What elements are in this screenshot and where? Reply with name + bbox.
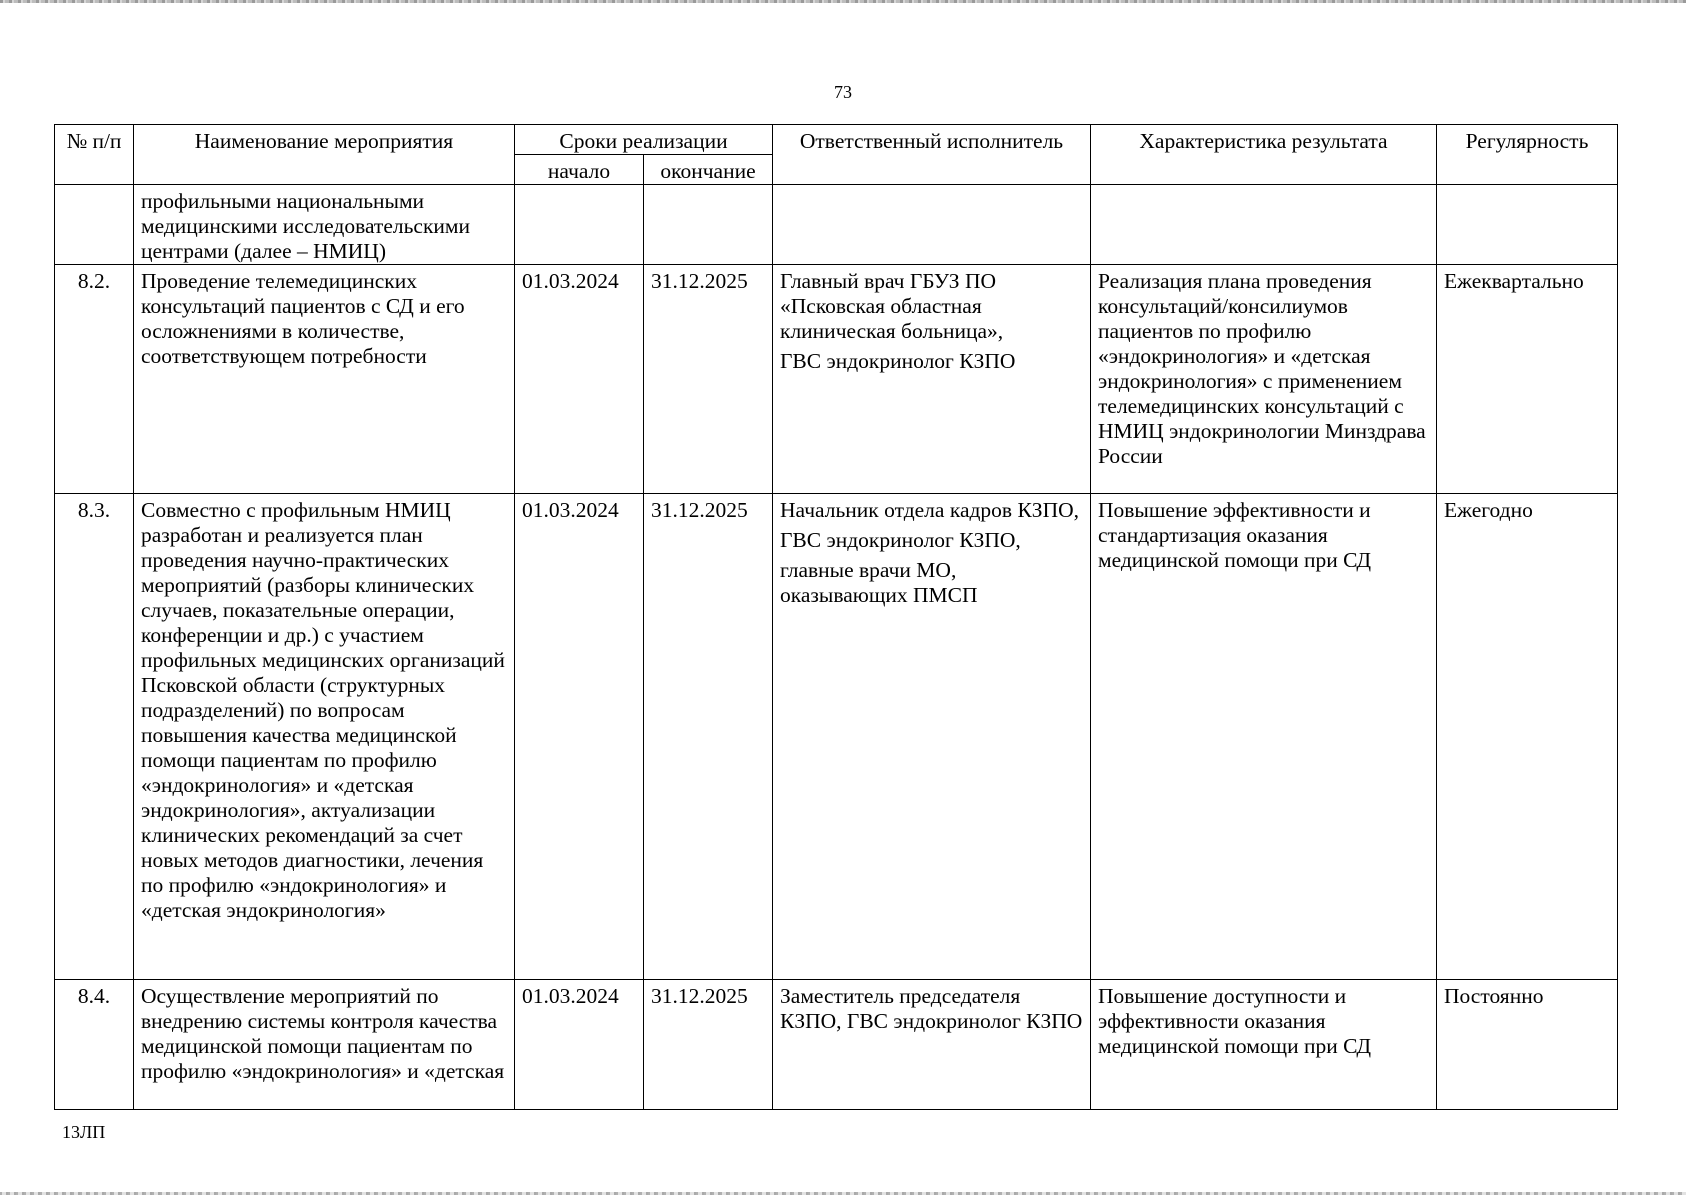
scan-edge-top: [0, 0, 1686, 3]
row-start: 01.03.2024: [515, 494, 644, 980]
row-start: 01.03.2024: [515, 980, 644, 1110]
row-responsible: [773, 980, 1091, 1110]
table-row: [55, 265, 1618, 494]
row-result: Повышение эффективности и стандартизация оказания медицинской помощи при СД: [1091, 494, 1437, 980]
header-start: начало: [515, 155, 644, 185]
row-name: Совместно с профильным НМИЦ разработан и реализуется план проведения научно-практических мероприятий (разборы клинических случаев, показательные операции, конференции и др.) с участием профильных медицинских организаций Псковской области (структурных подразделений) по вопросам повышения качества медицинской помощи пациентам по профилю «эндокринология» и «детская эндокринология», актуализации клинических рекомендаций за счет новых методов диагностики, лечения по профилю «эндокринология» и «детская эндокринология»: [134, 494, 515, 980]
responsible-line: ГВС эндокринолог КЗПО,: [780, 528, 1021, 552]
scan-edge-bottom: [0, 1192, 1686, 1195]
row-responsible: [773, 185, 1091, 265]
responsible-line: главные врачи МО, оказывающих ПМСП: [780, 558, 978, 607]
responsible-line: ГВС эндокринолог КЗПО: [780, 349, 1016, 373]
header-result: Характеристика результата: [1091, 125, 1437, 185]
row-num: 8.4.: [55, 980, 134, 1110]
page-number: 73: [834, 82, 852, 102]
plan-table: [54, 124, 1618, 1110]
row-result: Реализация плана проведения консультаций/консилиумов пациентов по профилю «эндокринология» и «детская эндокринология» с применением телемедицинских консультаций с НМИЦ эндокринологии Минздрава России: [1091, 265, 1437, 494]
row-end: 31.12.2025: [644, 494, 773, 980]
row-end: [644, 185, 773, 265]
row-result: Повышение доступности и эффективности оказания медицинской помощи при СД: [1091, 980, 1437, 1110]
row-name: Осуществление мероприятий по внедрению системы контроля качества медицинской помощи пациентам по профилю «эндокринология» и «детская: [134, 980, 515, 1110]
table-row: [55, 980, 1618, 1110]
header-num: № п/п: [55, 125, 134, 185]
header-end: окончание: [644, 155, 773, 185]
row-end: 31.12.2025: [644, 265, 773, 494]
table-header-row: [55, 125, 1618, 155]
responsible-line: Заместитель председателя КЗПО, ГВС эндокринолог КЗПО: [780, 984, 1083, 1033]
row-num: 8.2.: [55, 265, 134, 494]
row-responsible: [773, 265, 1091, 494]
row-name: профильными национальными медицинскими исследовательскими центрами (далее – НМИЦ): [134, 185, 515, 265]
responsible-line: Главный врач ГБУЗ ПО «Псковская областная клиническая больница»,: [780, 269, 1004, 343]
footer-code: 13ЛП: [62, 1122, 106, 1142]
header-responsible: Ответственный исполнитель: [773, 125, 1091, 185]
row-regularity: [1437, 185, 1618, 265]
responsible-line: Начальник отдела кадров КЗПО,: [780, 498, 1079, 522]
row-end: 31.12.2025: [644, 980, 773, 1110]
row-regularity: Постоянно: [1437, 980, 1618, 1110]
row-num: 8.3.: [55, 494, 134, 980]
header-name: Наименование мероприятия: [134, 125, 515, 185]
row-start: 01.03.2024: [515, 265, 644, 494]
row-name: Проведение телемедицинских консультаций пациентов с СД и его осложнениями в количестве, соответствующем потребности: [134, 265, 515, 494]
header-regularity: Регулярность: [1437, 125, 1618, 185]
row-regularity: Ежеквартально: [1437, 265, 1618, 494]
table-row: [55, 494, 1618, 980]
row-result: [1091, 185, 1437, 265]
row-regularity: Ежегодно: [1437, 494, 1618, 980]
header-terms: Сроки реализации: [515, 125, 773, 155]
table-row: [55, 185, 1618, 265]
row-num: [55, 185, 134, 265]
row-start: [515, 185, 644, 265]
row-responsible: [773, 494, 1091, 980]
